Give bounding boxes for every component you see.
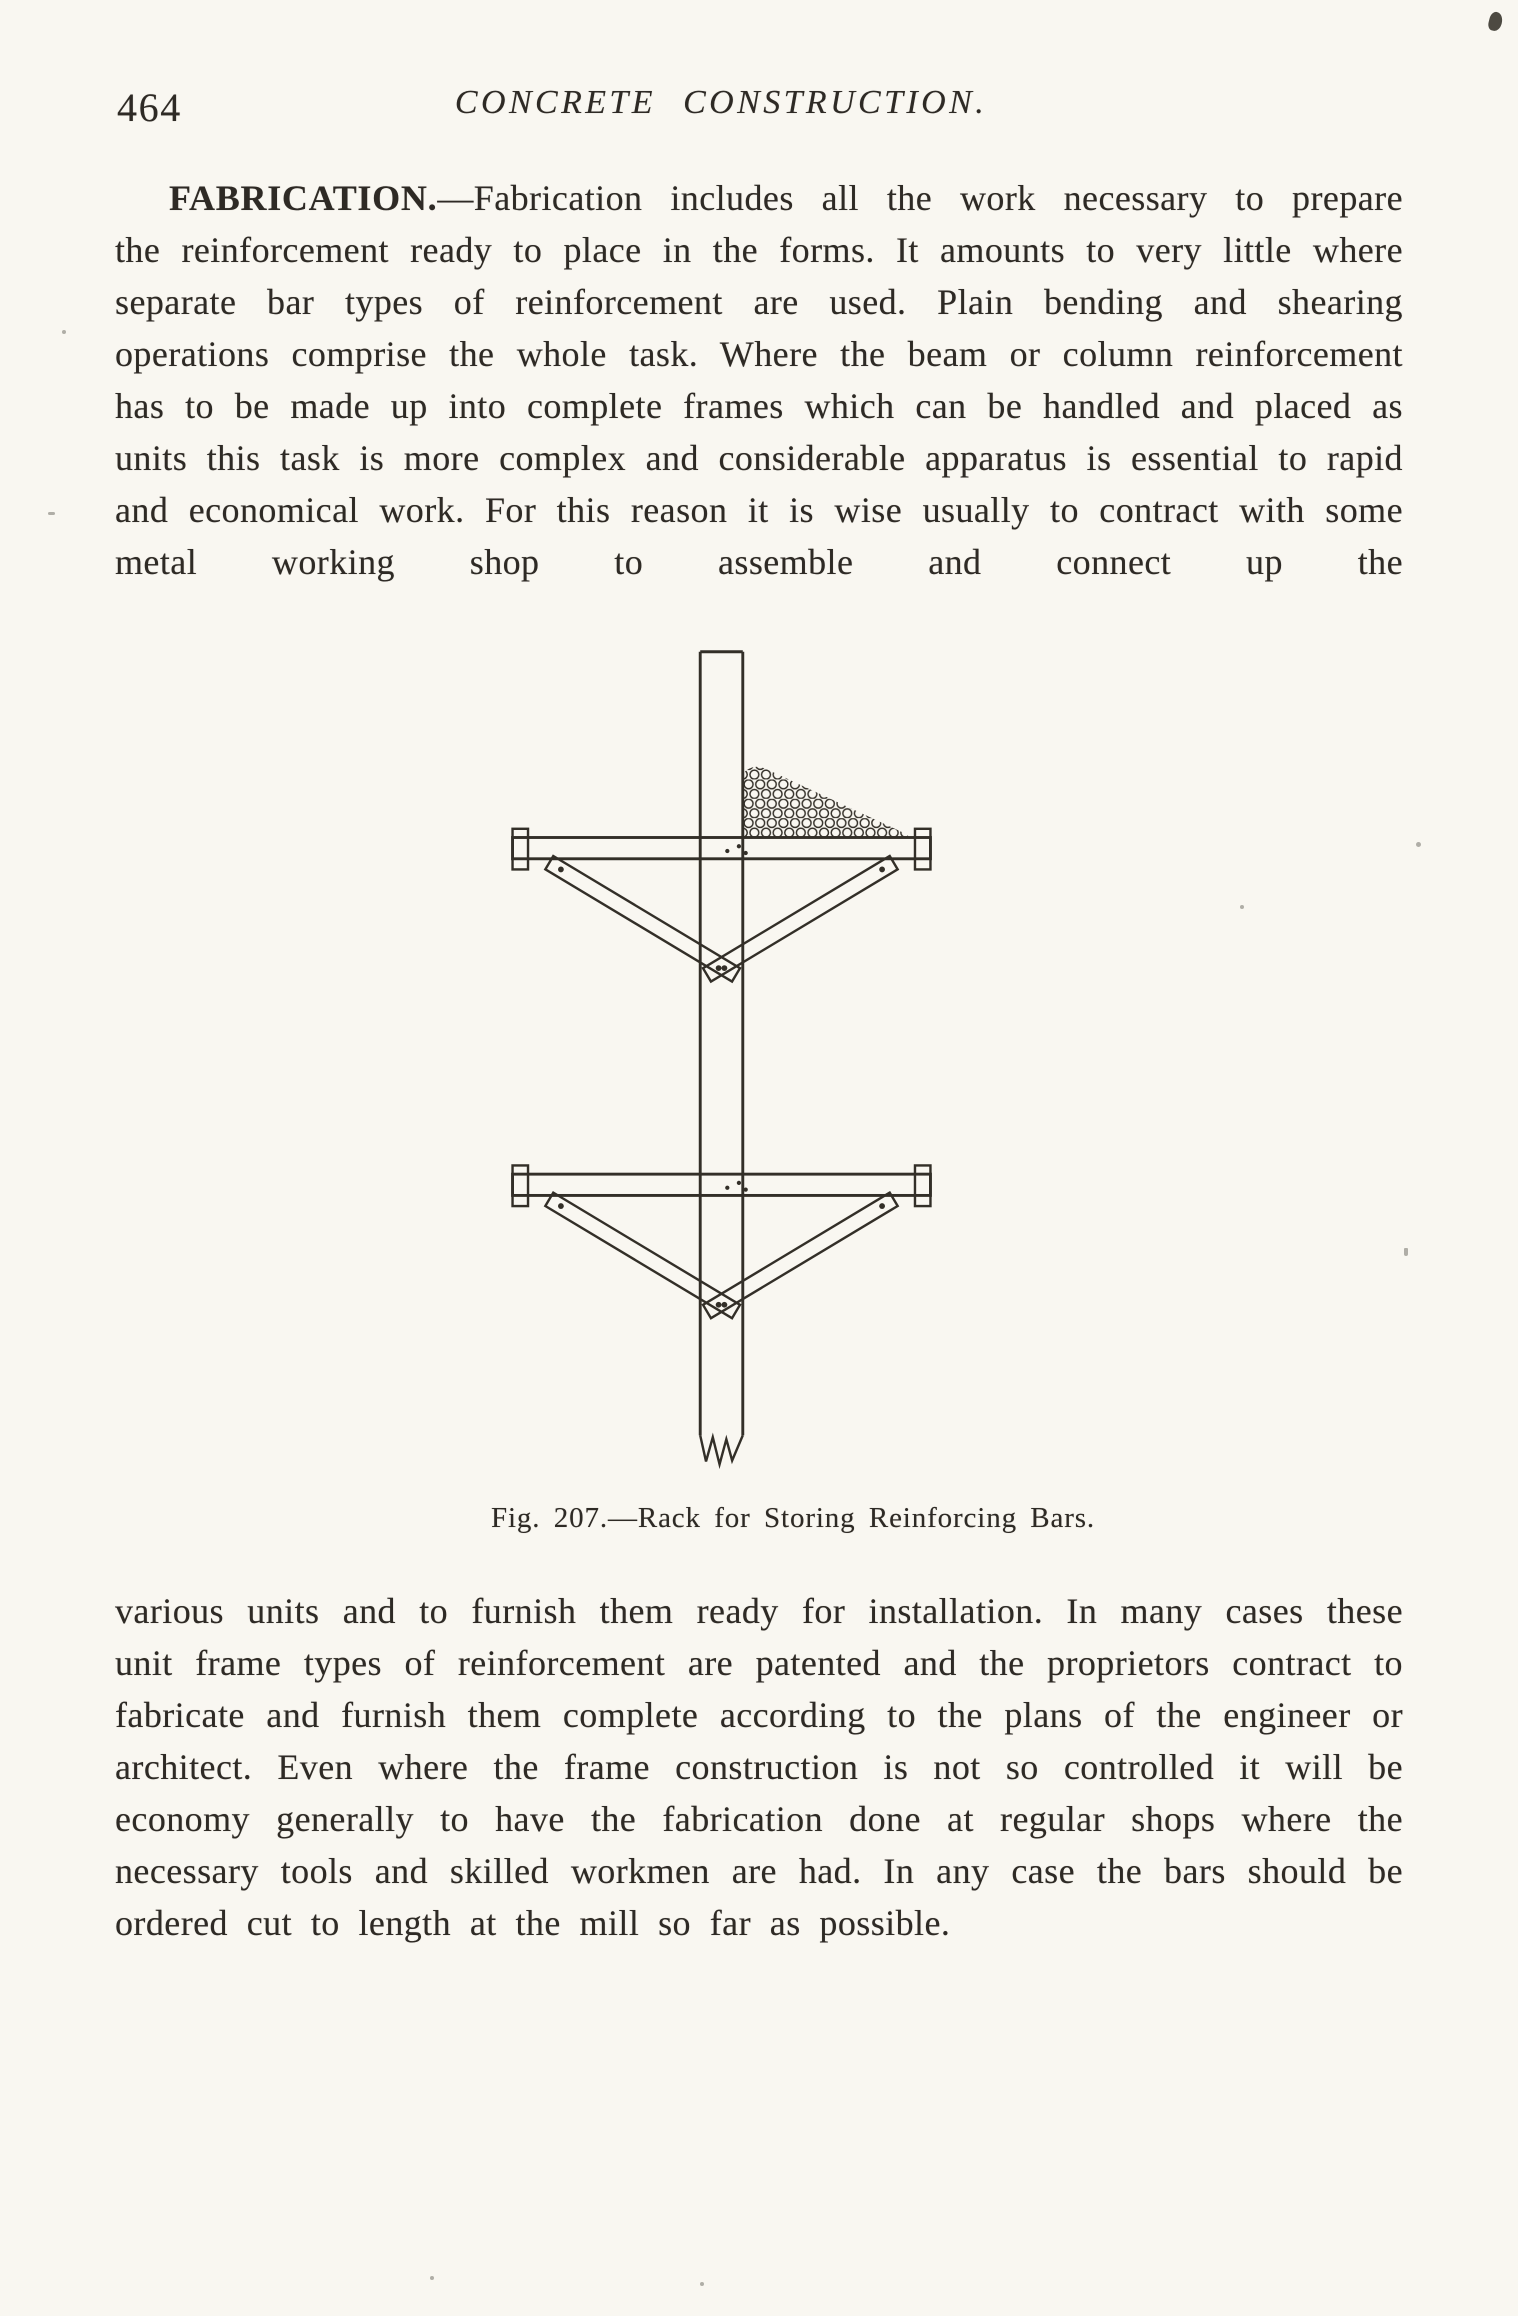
figure-caption: Fig. 207.—Rack for Storing Reinforcing Bars.	[491, 1502, 1096, 1534]
running-header: CONCRETE CONSTRUCTION.	[454, 84, 988, 121]
page-number: 464	[117, 85, 182, 130]
paragraph-various-units: various units and to furnish them ready for installation. In many cases these unit frame types of reinforcement are patented and the proprietors contract to fabricate and furnish them complete according to the plans of the engineer or architect. Even where the frame construction is not so controlled it will be economy generally to have the fabrication done at regular shops where the necessary tools and skilled workmen are had. In any case the bars should be ordered cut to length at the mill so far as possible.	[115, 1591, 1403, 1943]
paragraph-fabrication	[115, 172, 1403, 588]
scan-speck	[1404, 1248, 1408, 1256]
rack-for-storing-bars-drawing	[499, 644, 944, 1476]
page-header	[115, 0, 1403, 136]
scan-speck	[48, 512, 55, 515]
scan-speck	[700, 2282, 704, 2286]
scan-speck	[1416, 842, 1421, 847]
storage-post	[700, 652, 743, 1465]
upper-rack	[512, 829, 930, 982]
broken-post-end	[700, 1435, 743, 1464]
bar-pile	[742, 767, 907, 838]
paragraph-fabrication-text: —Fabrication includes all the work necessary to prepare the reinforcement ready to place in the forms. It amounts to very little where separate bar types of reinforcement are used. Plain bending and shearing operations comprise the whole task. Where the beam or column reinforcement has to be made up into complete frames which can be handled and placed as units this task is more complex and considerable apparatus is essential to rapid and economical work. For this reason it is wise usually to contract with some metal working shop to assemble and connect up the	[115, 178, 1403, 582]
scan-ink-mark	[1487, 11, 1504, 33]
scan-speck	[1240, 905, 1244, 909]
scan-speck	[62, 330, 66, 334]
scan-speck	[430, 2276, 434, 2280]
lower-rack	[512, 1165, 930, 1318]
paragraph-lead-word: FABRICATION.	[169, 178, 438, 218]
figure-207	[491, 644, 1096, 1535]
